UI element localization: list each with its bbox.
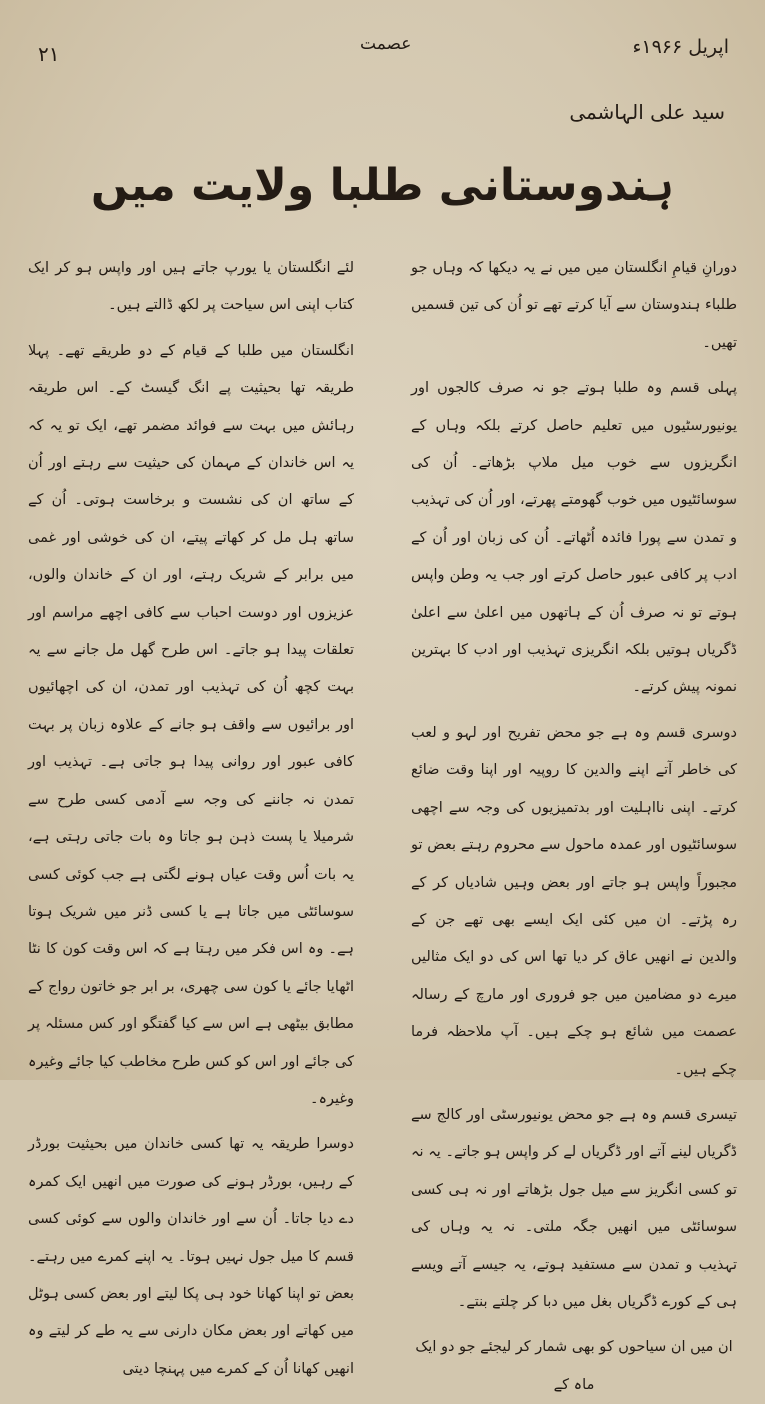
paragraph: لئے انگلستان یا یورپ جاتے ہیں اور واپس ہو کر ایک کتاب اپنی اس سیاحت پر لکھ ڈالتے ہیں۔ — [28, 260, 354, 314]
page-number: ۲۱ — [38, 42, 60, 66]
paragraph: ان میں ان سیاحوں کو بھی شمار کر لیجئے جو دو ایک ماہ کے — [415, 1339, 733, 1393]
paragraph: دوسری قسم وہ ہے جو محض تفریح اور لہو و لعب کی خاطر آتے اپنے والدین کا روپیہ اور اپنا وقت ضائع کرتے۔ اپنی نااہلیت اور بدتمیزیوں کی وجہ سے اچھی سوسائٹیوں اور عمدہ ماحول سے محروم رہتے بعض تو مجبوراً واپس ہو جاتے اور بعض وہیں شادیاں کر کے رہ پڑتے۔ ان میں کئی ایک ایسے بھی تھے جن کے والدین نے انھیں عاق کر دیا تھا اس کی دو ایک مثالیں میرے دو مضامین میں جو فروری اور مارچ کے رسالہ عصمت میں شائع ہو چکے ہیں۔ آپ ملاحظہ فرما چکے ہیں۔ — [411, 724, 737, 1078]
right-column — [411, 250, 737, 1404]
article-title: ہندوستانی طلبا ولایت میں — [90, 160, 675, 211]
paragraph: انگلستان میں طلبا کے قیام کے دو طریقے تھے۔ پہلا طریقہ تھا بحیثیت پے انگ گیسٹ کے۔ اس طریقہ رہائش میں بہت سے فوائد مضمر تھے، ایک تو یہ کہ یہ اس خاندان کے مہمان کی حیثیت سے رہتے اور اُن کے ساتھ ان کی نشست و برخاست ہوتی۔ اُن کے ساتھ ہل مل کر کھاتے پیتے، ان کی خوشی اور غمی میں برابر کے شریک رہتے، اور ان کے خاندان والوں، عزیزوں اور دوست احباب سے کافی اچھے مراسم اور تعلقات پیدا ہو جاتے۔ اس طرح گھل مل جانے سے یہ بہت کچھ اُن کی تہذیب اور تمدن، ان کی اچھائیوں اور برائیوں سے واقف ہو جانے کے علاوہ زبان پر بہت کافی عبور اور روانی پیدا ہو جاتی ہے۔ تہذیب اور تمدن نہ جاننے کی وجہ سے آدمی کسی طرح سے شرمیلا یا پست ذہن ہو جاتا وہ بات جاتی رہتی ہے، یہ بات اُس وقت عیاں ہونے لگتی ہے جب کوئی کسی سوسائٹی میں جاتا ہے یا کسی ڈنر میں شریک ہوتا ہے۔ وہ اس فکر میں رہتا ہے کہ اس وقت کون کا نٹا اٹھایا جائے یا کون سی چھری، بر ابر جو خاتون رواج کے مطابق بیٹھی ہے اس سے کیا گفتگو اور کس مسئلہ پر کی جائے اور اس کو کس طرح مخاطب کیا جائے وغیرہ وغیرہ۔ — [28, 342, 354, 1107]
magazine-name: عصمت — [360, 34, 412, 54]
paragraph: پہلی قسم وہ طلبا ہوتے جو نہ صرف کالجوں اور یونیورسٹیوں میں تعلیم حاصل کرتے بلکہ وہاں کے انگریزوں سے خوب میل ملاپ بڑھاتے۔ اُن کی سوسائٹیوں میں خوب گھومتے پھرتے، اور اُن کی تہذیب و تمدن سے پورا فائدہ اُٹھاتے۔ اُن کی زبان اور اُن کے ادب پر کافی عبور حاصل کرتے اور جب یہ وطن واپس ہوتے تو نہ صرف اُن کے ہاتھوں میں اعلیٰ سے اعلیٰ ڈگریاں ہوتیں بلکہ انگریزی تہذیب اور ادب کا بہترین نمونہ پیش کرتے۔ — [411, 380, 737, 696]
issue-date: اپریل ۱۹۶۶ء — [632, 36, 729, 58]
paragraph: دورانِ قیامِ انگلستان میں میں نے یہ دیکھا کہ وہاں جو طلباء ہندوستان سے آیا کرتے تھے تو اُن کی تین قسمیں تھیں۔ — [411, 260, 737, 351]
paragraph: دوسرا طریقہ یہ تھا کسی خاندان میں بحیثیت بورڈر کے رہیں، بورڈر ہونے کی صورت میں انھیں ایک کمرہ دے دیا جاتا۔ اُن سے اور خاندان والوں سے کوئی کسی قسم کا میل جول نہیں ہوتا۔ یہ اپنے کمرے میں رہتے۔ بعض تو اپنا کھانا خود ہی پکا لیتے اور بعض کسی ہوٹل میں کھاتے اور بعض مکان دارنی سے یہ طے کر لیتے وہ انھیں کھانا اُن کے کمرے میں پہنچا دیتی — [28, 1136, 354, 1377]
left-column — [28, 250, 354, 1388]
author-name: سید علی الہاشمی — [569, 100, 725, 124]
paragraph: تیسری قسم وہ ہے جو محض یونیورسٹی اور کالج سے ڈگریاں لینے آتے اور ڈگریاں لے کر واپس ہو جاتے۔ یہ نہ تو کسی انگریز سے میل جول بڑھاتے اور نہ ہی کسی سوسائٹی میں انھیں جگہ ملتی۔ نہ یہ وہاں کی تہذیب و تمدن سے مستفید ہوتے، یہ جیسے آتے ویسے ہی کے کورے ڈگریاں بغل میں دبا کر چلتے بنتے۔ — [411, 1106, 737, 1310]
